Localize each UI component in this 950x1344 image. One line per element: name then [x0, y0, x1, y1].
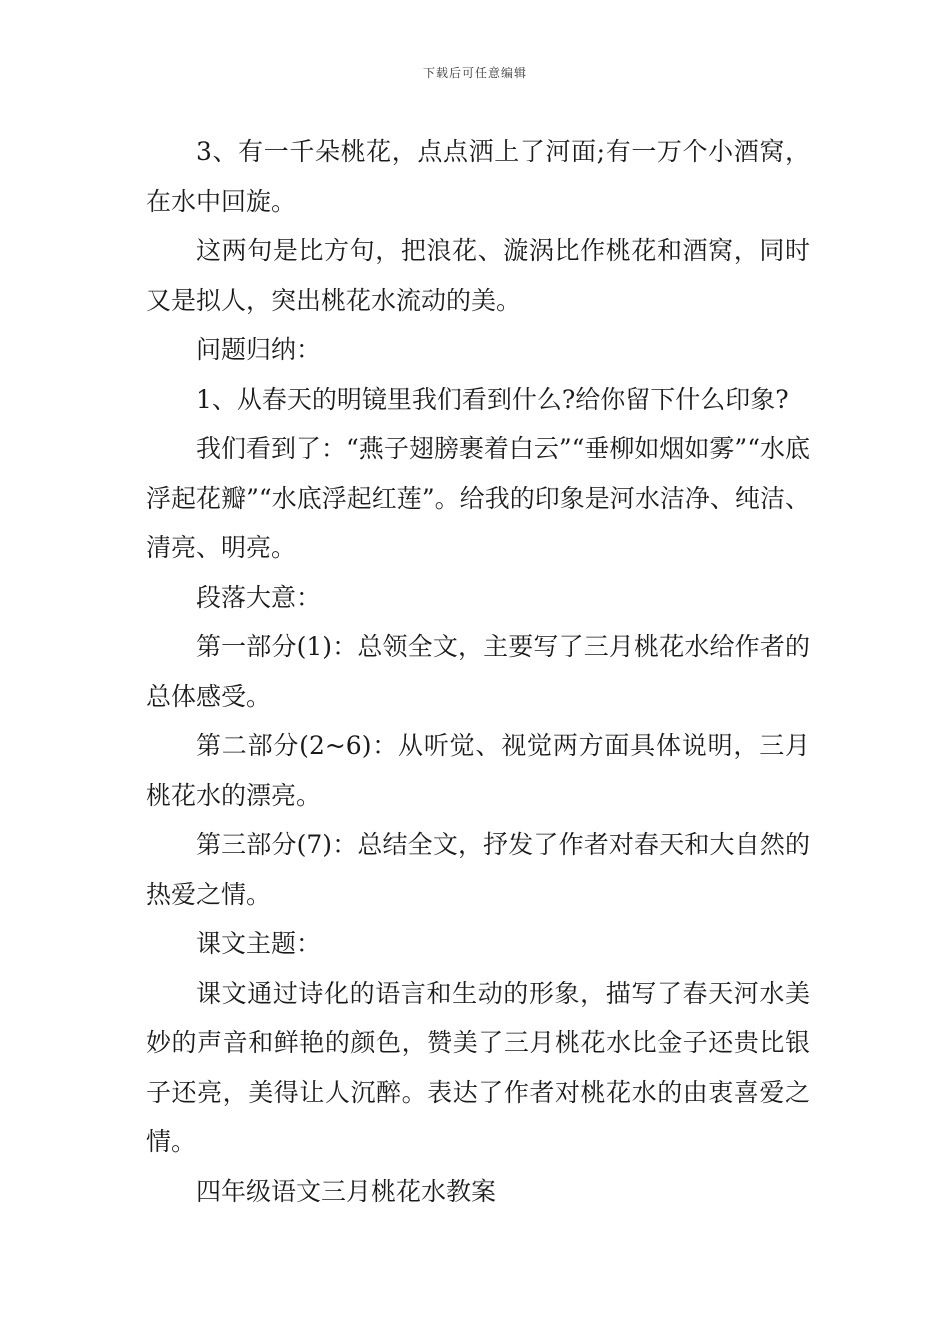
- document-body: [146, 127, 810, 1216]
- page-header: 下载后可任意编辑: [422, 66, 527, 80]
- heading-lesson-plan-title: 四年级语文三月桃花水教案: [196, 1176, 497, 1206]
- paragraph-part-2: 第二部分(2~6)：从听觉、视觉两方面具体说明，三月桃花水的漂亮。: [146, 731, 810, 810]
- paragraph-part-1: 第一部分(1)：总领全文，主要写了三月桃花水给作者的总体感受。: [146, 632, 810, 711]
- paragraph-part-3: 第三部分(7)：总结全文，抒发了作者对春天和大自然的热爱之情。: [146, 830, 810, 909]
- paragraph-theme: 课文通过诗化的语言和生动的形象，描写了春天河水美妙的声音和鲜艳的颜色，赞美了三月桃花水比金子还贵比银子还亮，美得让人沉醉。表达了作者对桃花水的由衷喜爱之情。: [146, 978, 810, 1156]
- paragraph-rhetoric-quote: 3、有一千朵桃花，点点洒上了河面;有一万个小酒窝，在水中回旋。: [146, 137, 810, 216]
- heading-text-theme: 课文主题：: [196, 929, 322, 958]
- paragraph-rhetoric-analysis: 这两句是比方句，把浪花、漩涡比作桃花和酒窝，同时又是拟人，突出桃花水流动的美。: [146, 236, 810, 315]
- paragraph-question-1: 1、从春天的明镜里我们看到什么?给你留下什么印象?: [196, 384, 789, 414]
- heading-paragraph-summary: 段落大意：: [196, 582, 322, 612]
- paragraph-answer-1: 我们看到了：“燕子翅膀裹着白云”“垂柳如烟如雾”“水底浮起花瓣”“水底浮起红莲”。给我的印象是河水洁净、纯洁、清亮、明亮。: [146, 434, 810, 562]
- heading-question-summary: 问题归纳：: [196, 335, 322, 364]
